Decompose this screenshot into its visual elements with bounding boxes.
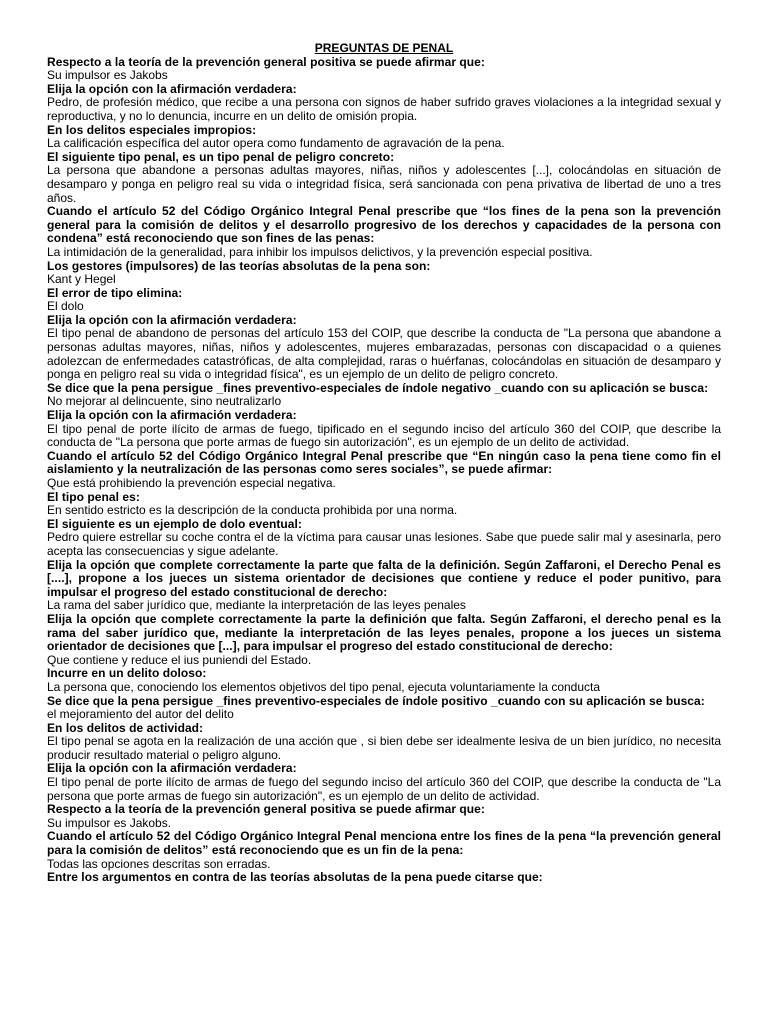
qa-item [47, 287, 721, 314]
question-text: Entre los argumentos en contra de las teorías absolutas de la pena puede citarse que: [47, 870, 543, 885]
qa-item [47, 450, 721, 491]
answer-text: Su impulsor es Jakobs [47, 68, 168, 83]
answer-text: Su impulsor es Jakobs. [47, 815, 172, 830]
document-title: PREGUNTAS DE PENAL [314, 41, 454, 55]
qa-item [47, 260, 721, 287]
answer-text: El tipo penal se agota en la realización de una acción que , si bien debe ser idealmente lesiva de un bien jurídico, no necesita producir resultado material o peligro alguno. [47, 734, 721, 762]
question-text: Elija la opción con la afirmación verdadera: [47, 761, 297, 776]
answer-text: El dolo [47, 299, 84, 314]
answer-text: En sentido estricto es la descripción de la conducta prohibida por una norma. [47, 503, 458, 518]
question-text: Respecto a la teoría de la prevención general positiva se puede afirmar que: [47, 802, 485, 817]
question-text: En los delitos de actividad: [47, 720, 204, 735]
question-text: Incurre en un delito doloso: [47, 666, 207, 681]
qa-item [47, 83, 721, 124]
qa-item [47, 667, 721, 694]
qa-item [47, 803, 721, 830]
question-text: En los delitos especiales impropios: [47, 122, 257, 137]
qa-item [47, 613, 721, 667]
answer-text: La rama del saber jurídico que, mediante la interpretación de las leyes penales [47, 598, 466, 613]
qa-item [47, 205, 721, 259]
answer-text: Kant y Hegel [47, 272, 116, 287]
question-text: Los gestores (impulsores) de las teorías absolutas de la pena son: [47, 258, 431, 273]
question-text: Cuando el artículo 52 del Código Orgánico Integral Penal prescribe que “En ningún caso la pena tiene como fin el aislamiento y la neutralización de las personas como seres sociales”, se puede afirmar: [47, 448, 721, 477]
question-text: Elija la opción con la afirmación verdadera: [47, 81, 297, 96]
qa-item [47, 56, 721, 83]
answer-text: Que está prohibiendo la prevención especial negativa. [47, 476, 336, 490]
question-text: El siguiente tipo penal, es un tipo penal de peligro concreto: [47, 149, 395, 164]
question-text: Se dice que la pena persigue _fines preventivo-especiales de índole positivo _cuando con su aplicación se busca: [47, 693, 705, 708]
qa-item [47, 762, 721, 803]
document-page [47, 42, 721, 885]
qa-item [47, 559, 721, 613]
qa-item [47, 409, 721, 450]
question-text: Respecto a la teoría de la prevención general positiva se puede afirmar que: [47, 54, 485, 69]
qa-item [47, 830, 721, 871]
qa-item [47, 518, 721, 559]
qa-list [47, 56, 721, 885]
answer-text: La calificación específica del autor opera como fundamento de agravación de la pena. [47, 136, 505, 151]
question-text: El siguiente es un ejemplo de dolo eventual: [47, 516, 302, 531]
answer-text: El tipo penal de porte ilícito de armas de fuego, tipificado en el segundo inciso del artículo 360 del COIP, que describe la conducta de "La persona que porte armas de fuego sin autorización", es un ejemplo de un delito de actividad. [47, 421, 721, 450]
answer-text: La intimidación de la generalidad, para inhibir los impulsos delictivos, y la prevención especial positiva. [47, 244, 593, 259]
question-text: Elija la opción que complete correctamente la parte que falta de la definición. Según Zaffaroni, el Derecho Penal es [....], propone a los jueces un sistema orientador de decisiones que contiene y reduce el poder punitivo, para impulsar el progreso del estado constitucional de derecho: [47, 557, 721, 599]
qa-item [47, 871, 721, 885]
question-text: Cuando el artículo 52 del Código Orgánico Integral Penal menciona entre los fines de la pena “la prevención general para la comisión de delitos” está reconociendo que es un fin de la pena: [47, 829, 721, 858]
answer-text: Pedro quiere estrellar su coche contra el de la víctima para causar unas lesiones. Sabe que puede salir mal y asesinarla, pero acepta las consecuencias y sigue adelante. [47, 530, 721, 558]
answer-text: El tipo penal de porte ilícito de armas de fuego del segundo inciso del artículo 360 del COIP, que describe la conducta de "La persona que porte armas de fuego sin autorización", es un ejemplo de un delito de actividad. [47, 775, 721, 803]
question-text: Se dice que la pena persigue _fines preventivo-especiales de índole negativo _cuando con su aplicación se busca: [47, 380, 709, 395]
qa-item [47, 314, 721, 382]
answer-text: La persona que abandone a personas adultas mayores, niñas, niños y adolescentes [...], colocándolas en situación de desamparo y ponga en peligro real su vida o integridad física, será sancionada con pena privativa de libertad de uno a tres años. [47, 163, 721, 205]
answer-text: La persona que, conociendo los elementos objetivos del tipo penal, ejecuta voluntariamente la conducta [47, 679, 601, 694]
question-text: Elija la opción con la afirmación verdadera: [47, 408, 297, 423]
question-text: Elija la opción con la afirmación verdadera: [47, 312, 297, 327]
answer-text: Que contiene y reduce el ius puniendi del Estado. [47, 652, 312, 667]
qa-item [47, 722, 721, 763]
qa-item [47, 151, 721, 205]
qa-item [47, 124, 721, 151]
answer-text: Todas las opciones descritas son erradas. [47, 856, 271, 871]
question-text: El tipo penal es: [47, 489, 140, 504]
qa-item [47, 491, 721, 518]
qa-item [47, 695, 721, 722]
question-text: El error de tipo elimina: [47, 285, 183, 300]
answer-text: El tipo penal de abandono de personas del artículo 153 del COIP, que describe la conducta de "La persona que abandone a personas adultas mayores, niñas, niños y adolescentes, mujeres embarazadas, personas con discapacidad o a quienes adolezcan de enfermedades catastróficas, de alta complejidad, raras o huérfanas, colocándolas en situación de desamparo y ponga en peligro real su vida o integridad física", es un ejemplo de un delito de peligro concreto. [47, 326, 721, 382]
answer-text: No mejorar al delincuente, sino neutralizarlo [47, 394, 282, 409]
qa-item [47, 382, 721, 409]
answer-text: Pedro, de profesión médico, que recibe a una persona con signos de haber sufrido graves violaciones a la integridad sexual y reproductiva, y no lo denuncia, incurre en un delito de omisión propia. [47, 95, 721, 123]
question-text: Elija la opción que complete correctamente la parte la definición que falta. Según Zaffaroni, el derecho penal es la rama del saber jurídico que, mediante la interpretación de las leyes penales, propone a los jueces un sistema orientador de decisiones que [...], para impulsar el progreso del estado constitucional de derecho: [47, 611, 721, 654]
question-text: Cuando el artículo 52 del Código Orgánico Integral Penal prescribe que “los fines de la pena son la prevención general para la comisión de delitos y el desarrollo progresivo de los derechos y capacidades de la persona con condena” está reconociendo que son fines de las penas: [47, 204, 721, 246]
answer-text: el mejoramiento del autor del delito [47, 707, 234, 722]
